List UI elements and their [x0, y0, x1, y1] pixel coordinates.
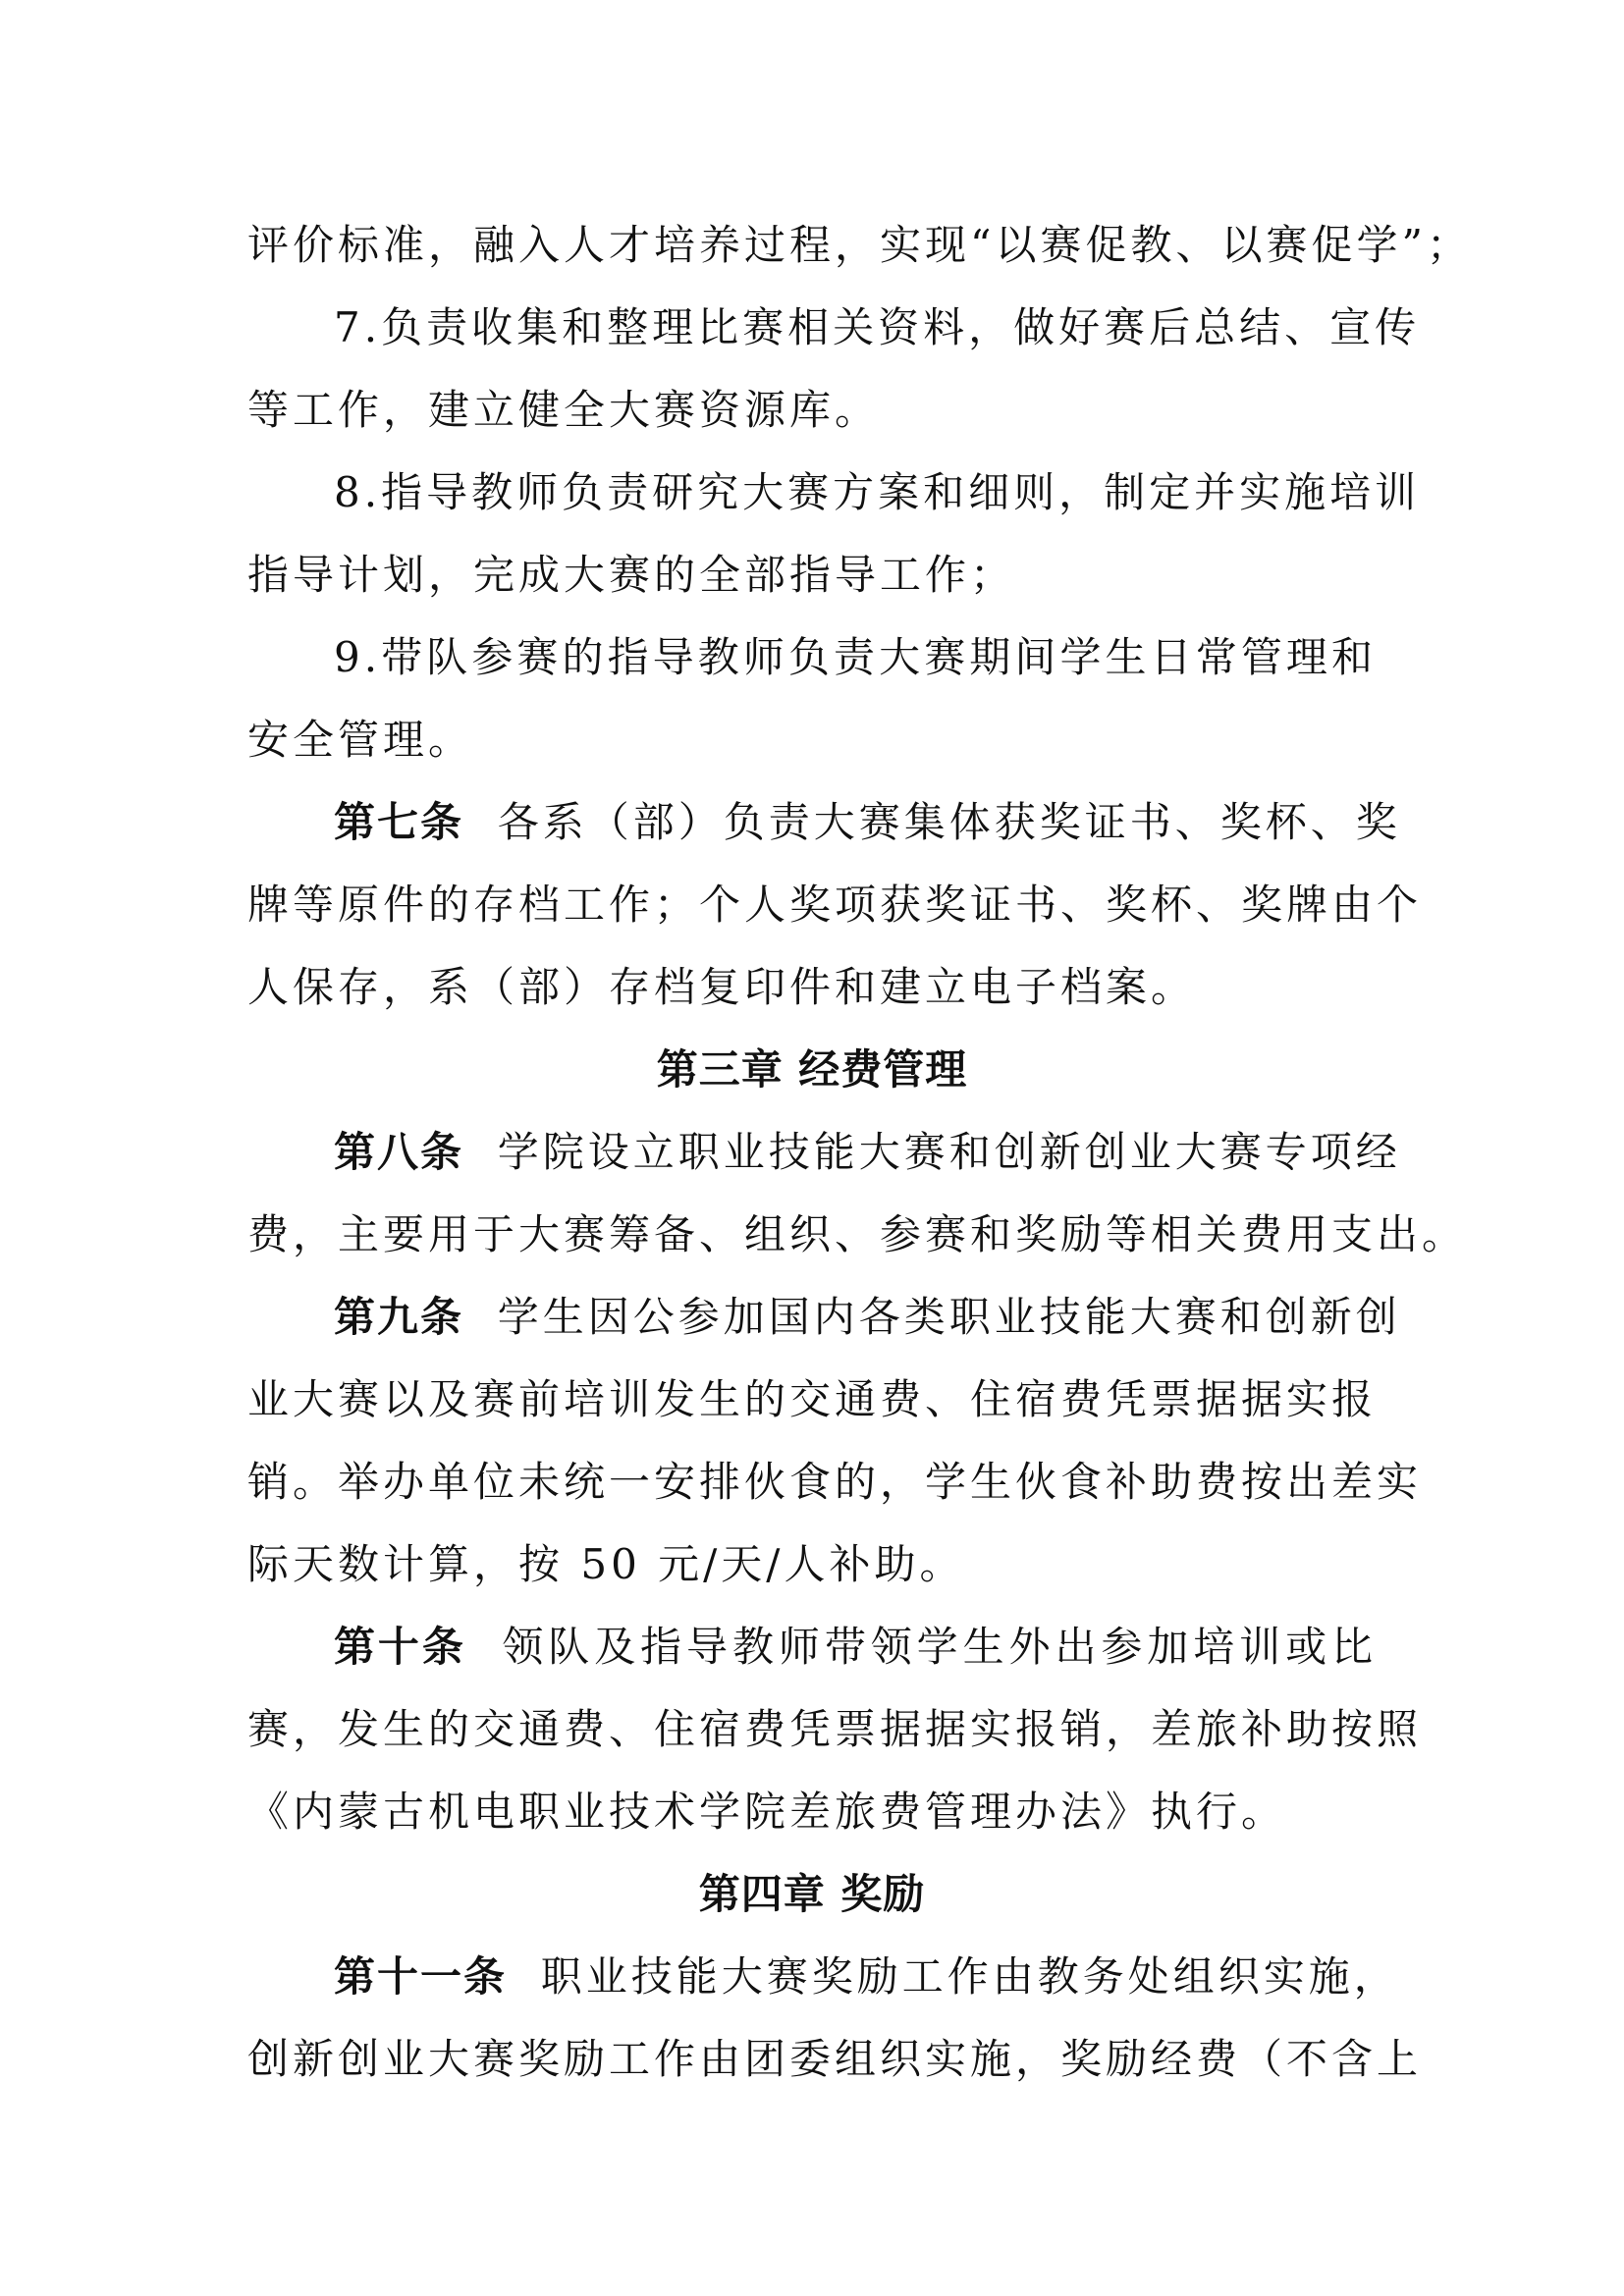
- article-title: 第八条: [334, 1128, 464, 1176]
- article-title: 第十一条: [334, 1952, 508, 2001]
- article-7-line: [334, 793, 1401, 852]
- chapter-heading: 第四章 奖励: [698, 1870, 926, 1918]
- text-line: 牌等原件的存档工作；个人奖项获奖证书、奖杯、奖牌由个: [247, 881, 1423, 929]
- text-line: 人保存，系（部）存档复印件和建立电子档案。: [247, 963, 1197, 1011]
- article-10-line: [334, 1618, 1377, 1677]
- text-line: 7.负责收集和整理比赛相关资料，做好赛后总结、宣传: [334, 303, 1421, 351]
- text-line: 销。举办单位未统一安排伙食的，学生伙食补助费按出差实: [247, 1458, 1423, 1506]
- text-line: 8.指导教师负责研究大赛方案和细则，制定并实施培训: [334, 468, 1421, 516]
- text-line: 等工作，建立健全大赛资源库。: [247, 386, 881, 434]
- article-text: 各系（部）负责大赛集体获奖证书、奖杯、奖: [497, 798, 1401, 846]
- text-line: 际天数计算，按 50 元/天/人补助。: [247, 1540, 965, 1588]
- article-title: 第七条: [334, 798, 464, 846]
- article-text: 学院设立职业技能大赛和创新创业大赛专项经: [497, 1128, 1401, 1176]
- article-title: 第九条: [334, 1293, 464, 1341]
- article-title: 第十条: [334, 1623, 466, 1671]
- text-line: 费，主要用于大赛筹备、组织、参赛和奖励等相关费用支出。: [247, 1210, 1468, 1258]
- text-line: 评价标准，融入人才培养过程，实现“以赛促教、以赛促学”；: [247, 221, 1472, 269]
- article-8-line: [334, 1123, 1401, 1182]
- article-text: 领队及指导教师带领学生外出参加培训或比: [502, 1623, 1377, 1671]
- text-line: 《内蒙古机电职业技术学院差旅费管理办法》执行。: [247, 1788, 1287, 1836]
- article-11-line: [334, 1948, 1399, 2006]
- text-line: 9.带队参赛的指导教师负责大赛期间学生日常管理和: [334, 633, 1377, 681]
- text-line: 创新创业大赛奖励工作由团委组织实施，奖励经费（不含上: [247, 2035, 1423, 2083]
- article-text: 职业技能大赛奖励工作由教务处组织实施，: [540, 1952, 1399, 2001]
- article-text: 学生因公参加国内各类职业技能大赛和创新创: [497, 1293, 1401, 1341]
- text-line: 赛，发生的交通费、住宿费凭票据据实报销，差旅补助按照: [247, 1705, 1423, 1753]
- chapter-heading: 第三章 经费管理: [656, 1045, 968, 1094]
- text-line: 业大赛以及赛前培训发生的交通费、住宿费凭票据据实报: [247, 1375, 1378, 1423]
- article-9-line: [334, 1288, 1401, 1347]
- text-line: 指导计划，完成大赛的全部指导工作；: [247, 551, 1016, 599]
- text-line: 安全管理。: [247, 716, 474, 764]
